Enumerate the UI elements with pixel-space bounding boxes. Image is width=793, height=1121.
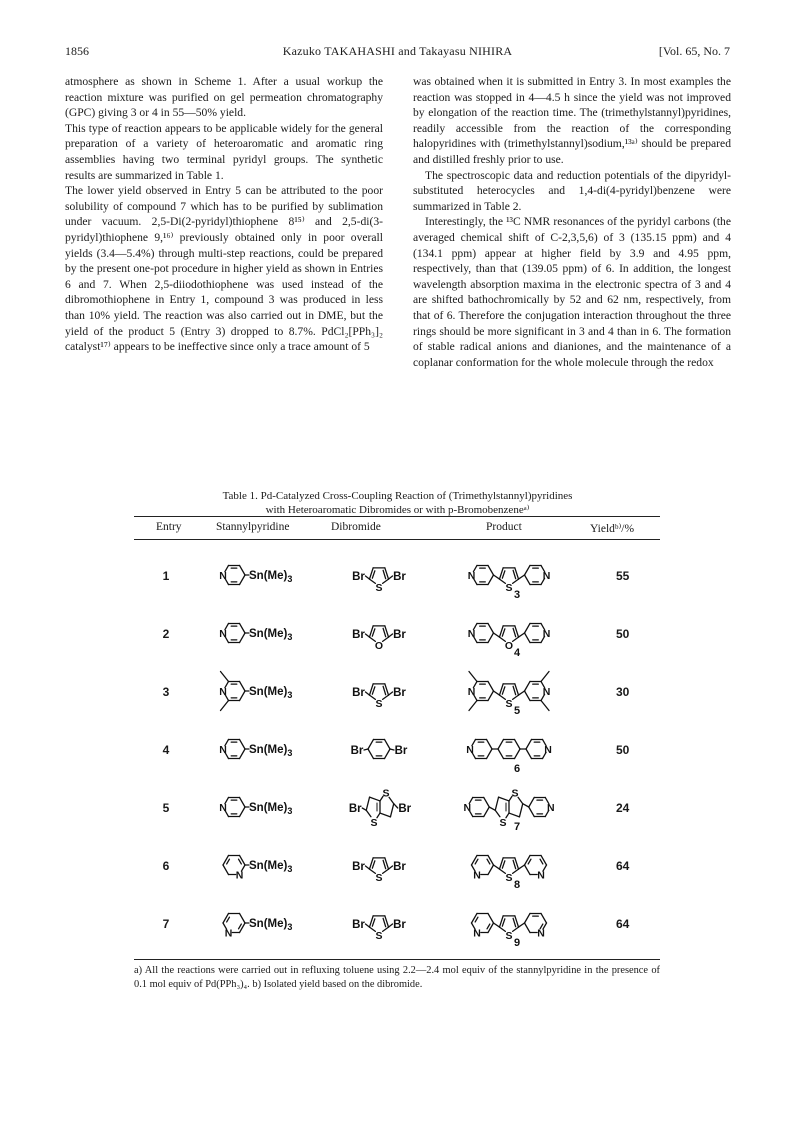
yield-value: 50 [616, 743, 630, 757]
dibromide-structure [352, 626, 406, 652]
pyridine-ring [525, 855, 547, 881]
header-entry: Entry [156, 521, 182, 533]
stannylpyridine-structure [223, 855, 292, 881]
table-caption-line: with Heteroaromatic Dibromides or with p-Bromobenzeneᵃ⁾ [265, 504, 530, 516]
paragraph: This type of reaction appears to be applicable widely for the general preparation of a variety of heteroaromatic and aromatic ring assemblies having two terminal pyridyl groups. The synthetic results are summarized in Table 1. [65, 121, 383, 182]
compound-number: 9 [513, 937, 521, 949]
yield-value: 50 [616, 627, 630, 641]
dibromide-structure [352, 916, 406, 942]
trimethylstannyl-label: $Sn(Me)_3$ [249, 802, 293, 816]
heteroatom-label: S [505, 582, 513, 594]
nitrogen-label: N [537, 869, 545, 882]
five-membered-ring [369, 626, 388, 652]
yield-value: 30 [616, 685, 630, 699]
nitrogen-label: N [467, 628, 476, 640]
bromine-label: Br [352, 861, 365, 873]
product-structure [463, 787, 554, 833]
bromine-label: Br [393, 571, 406, 583]
pyridine-ring [525, 565, 551, 584]
compound-number: 7 [513, 821, 521, 833]
pyridine-ring [223, 855, 245, 881]
pyridine-ring [223, 913, 245, 939]
yield-value: 64 [616, 917, 630, 931]
heteroatom-label: S [505, 930, 513, 942]
bromine-label: Br [393, 687, 406, 699]
dibromide-structure [349, 787, 412, 829]
entry-number: 1 [162, 569, 170, 583]
nitrogen-label: N [219, 802, 227, 814]
volume-info: [Vol. 65, No. 7 [658, 44, 730, 58]
nitrogen-label: N [219, 744, 227, 756]
pyridine-ring [219, 565, 245, 584]
nitrogen-label: N [235, 869, 244, 882]
compound-number: 4 [513, 647, 521, 659]
pyridine-ring [466, 739, 492, 758]
bromine-label: Br [352, 919, 365, 931]
reaction-structures [134, 897, 594, 955]
paragraph: The spectroscopic data and reduction potentials of the dipyridyl-substituted heterocycles and 1,4-di(4-pyridyl)benzene were summarized in Table 2. [413, 168, 731, 213]
table-footnote [134, 964, 660, 991]
benzene-ring [368, 739, 390, 758]
heteroatom-label: S [375, 872, 383, 884]
nitrogen-label: N [537, 927, 545, 940]
trimethylstannyl-label: $Sn(Me)_3$ [249, 570, 293, 584]
pyridine-ring [529, 797, 555, 816]
dibromide-structure [351, 739, 408, 758]
bromine-label: Br [393, 861, 406, 873]
nitrogen-label: N [473, 869, 481, 882]
nitrogen-label: N [219, 628, 227, 640]
compound-number: 3 [513, 589, 521, 601]
table-row [134, 781, 660, 839]
dibromide-structure [352, 858, 406, 884]
bromine-label: Br [348, 803, 362, 815]
bromine-label: Br [352, 687, 365, 699]
trimethylstannyl-label: $Sn(Me)_3$ [249, 860, 293, 874]
table-top-rule [134, 516, 660, 517]
nitrogen-label: N [467, 570, 476, 582]
product-structure [466, 739, 552, 775]
running-header [65, 44, 730, 60]
reaction-structures [134, 665, 594, 723]
pyridine-ring [525, 913, 547, 939]
thienothiophene-ring [366, 787, 394, 829]
reaction-structures [134, 607, 594, 665]
bromine-label: Br [352, 571, 365, 583]
paragraph: atmosphere as shown in Scheme 1. After a usual workup the reaction mixture was purified on gel permeation chromatography (GPC) giving 3 or 4 in 55—50% yield. [65, 75, 383, 120]
bromine-label: Br [394, 745, 408, 757]
pyridine-ring [219, 739, 245, 758]
five-membered-ring [369, 684, 388, 710]
nitrogen-label: N [542, 570, 551, 582]
compound-number: 5 [513, 705, 521, 717]
table-caption [65, 489, 730, 517]
sulfur-label: S [370, 816, 378, 829]
yield-value: 24 [616, 801, 630, 815]
nitrogen-label: N [544, 744, 552, 756]
entry-number: 5 [162, 801, 170, 815]
pyridine-ring [219, 671, 245, 710]
nitrogen-label: N [466, 744, 474, 756]
heteroatom-label: O [504, 640, 514, 652]
product-structure [471, 855, 546, 891]
pyridine-ring [525, 671, 551, 710]
dibromide-structure [352, 684, 406, 710]
bromine-label: Br [393, 919, 406, 931]
product-structure [471, 913, 546, 949]
heteroatom-label: S [505, 872, 513, 884]
entry-number: 6 [162, 859, 170, 873]
entry-number: 7 [162, 917, 170, 931]
heteroatom-label: O [374, 640, 384, 652]
paragraph: The lower yield observed in Entry 5 can be attributed to the poor solubility of compound 7 which has to be purified by sublimation under vacuum. 2,5-Di(2-pyridyl)thiophene 8¹⁵⁾ and 2,5-di(3-pyridyl)thiophene 9,¹⁶⁾ previously obtained only in poor overall yields (3.4—5.4%) through multi-step reactions, could be prepared by the present one-pot procedure in higher yield as shown in Entries 6 and 7. When 2,5-diiodothiophene was used instead of the dibromothiophene in Entry 1, compound 3 was produced in less than 10% yield. The reaction was also carried out in DME, but the yield of the product 5 (Entry 3) dropped to 8.7%. PdCl₂[PPh₃]₂ catalyst¹⁷⁾ appears to be ineffective since only a trace amount of 5 [65, 184, 383, 354]
header-product: Product [486, 521, 522, 533]
sulfur-label: S [499, 816, 507, 829]
pyridine-ring [463, 797, 489, 816]
heteroatom-label: S [505, 698, 513, 710]
stannylpyridine-structure [219, 623, 292, 642]
reaction-structures [134, 781, 594, 839]
header-stannylpyridine: Stannylpyridine [216, 521, 290, 533]
entry-number: 4 [162, 743, 170, 757]
table-row [134, 897, 660, 955]
benzene-ring [498, 739, 520, 758]
trimethylstannyl-label: $Sn(Me)_3$ [249, 628, 293, 642]
pyridine-ring [525, 623, 551, 642]
entry-number: 3 [162, 685, 170, 699]
pyridine-ring [526, 739, 552, 758]
product-structure [468, 623, 551, 659]
page-number: 1856 [65, 44, 89, 58]
pyridine-ring [219, 797, 245, 816]
heteroatom-label: S [375, 698, 383, 710]
entry-number: 2 [162, 627, 170, 641]
nitrogen-label: N [224, 927, 233, 940]
five-membered-ring [369, 568, 388, 594]
table-row [134, 607, 660, 665]
trimethylstannyl-label: $Sn(Me)_3$ [249, 744, 293, 758]
pyridine-ring [468, 565, 494, 584]
stannylpyridine-structure [219, 671, 292, 710]
nitrogen-label: N [473, 927, 481, 940]
pyridine-ring [219, 623, 245, 642]
heteroatom-label: S [375, 582, 383, 594]
trimethylstannyl-label: $Sn(Me)_3$ [249, 918, 293, 932]
stannylpyridine-structure [219, 739, 292, 758]
table-header [134, 521, 660, 537]
sulfur-label: S [382, 787, 390, 800]
nitrogen-label: N [546, 802, 555, 814]
five-membered-ring [369, 858, 388, 884]
bromine-label: Br [350, 745, 364, 757]
running-authors: Kazuko TAKAHASHI and Takayasu NIHIRA [282, 44, 513, 58]
paragraph: Interestingly, the ¹³C NMR resonances of the pyridyl carbons (the averaged chemical shift of C-2,3,5,6) of 3 (135.15 ppm) and 4 (134.1 ppm) appear at higher field by 3.9 and 4.95 ppm, respectively, than that (139.05 ppm) of 6. In addition, the longest wavelength absorption maxima in the electronic spectra of 3 and 4 are shifted bathochromically by 52 and 62 nm, respectively, from that of 6. Therefore the conjugation interaction throughout the three rings should be more significant in 3 and 4 than in 6. The formation of stable radical anions and dianiones, and the maintenance of a coplanar conformation for the whole molecule through the redox [413, 215, 731, 369]
reaction-structures [134, 723, 594, 781]
trimethylstannyl-label: $Sn(Me)_3$ [249, 686, 293, 700]
product-structure [468, 565, 551, 601]
nitrogen-label: N [463, 802, 472, 814]
yield-value: 55 [616, 569, 630, 583]
nitrogen-label: N [467, 686, 476, 698]
reaction-structures [134, 839, 594, 897]
compound-number: 6 [513, 763, 521, 775]
stannylpyridine-structure [219, 797, 292, 816]
table-bottom-rule [134, 959, 660, 960]
pyridine-ring [468, 671, 494, 710]
pyridine-ring [471, 913, 493, 939]
stannylpyridine-structure [219, 565, 292, 584]
left-column [65, 74, 383, 355]
nitrogen-label: N [542, 628, 551, 640]
header-yield: Yieldᵇ⁾/% [590, 523, 635, 535]
nitrogen-label: N [219, 686, 227, 698]
table-row [134, 549, 660, 607]
nitrogen-label: N [542, 686, 551, 698]
pyridine-ring [468, 623, 494, 642]
table-caption-line: Table 1. Pd-Catalyzed Cross-Coupling Reaction of (Trimethylstannyl)pyridines [222, 490, 573, 502]
compound-number: 8 [513, 879, 521, 891]
stannylpyridine-structure [223, 913, 292, 939]
right-column [413, 74, 731, 370]
bromine-label: Br [398, 803, 412, 815]
dibromide-structure [352, 568, 406, 594]
five-membered-ring [369, 916, 388, 942]
heteroatom-label: S [375, 930, 383, 942]
product-structure [468, 671, 551, 717]
reaction-structures [134, 549, 594, 607]
bromine-label: Br [393, 629, 406, 641]
footnote-text: a) All the reactions were carried out in refluxing toluene using 2.2—2.4 mol equiv of the stannylpyridine in the presence of 0.1 mol equiv of Pd(PPh₃)₄. b) Isolated yield based on the dibromide. [134, 965, 660, 990]
table-row [134, 839, 660, 897]
table-row [134, 665, 660, 723]
nitrogen-label: N [219, 570, 227, 582]
bromine-label: Br [352, 629, 365, 641]
yield-value: 64 [616, 859, 630, 873]
table-row [134, 723, 660, 781]
pyridine-ring [471, 855, 493, 881]
paragraph: was obtained when it is submitted in Entry 3. In most examples the reaction was stopped in 4—4.5 h since the yield was not improved by elongation of the reaction time. The (trimethylstannyl)pyridines, readily accessible from the reaction of the corresponding halopyridines with (trimethylstannyl)sodium,¹³ᵃ⁾ should be prepared and distilled freshly prior to use. [413, 75, 731, 166]
header-dibromide: Dibromide [331, 521, 381, 533]
sulfur-label: S [511, 787, 519, 800]
table-header-rule [134, 539, 660, 540]
